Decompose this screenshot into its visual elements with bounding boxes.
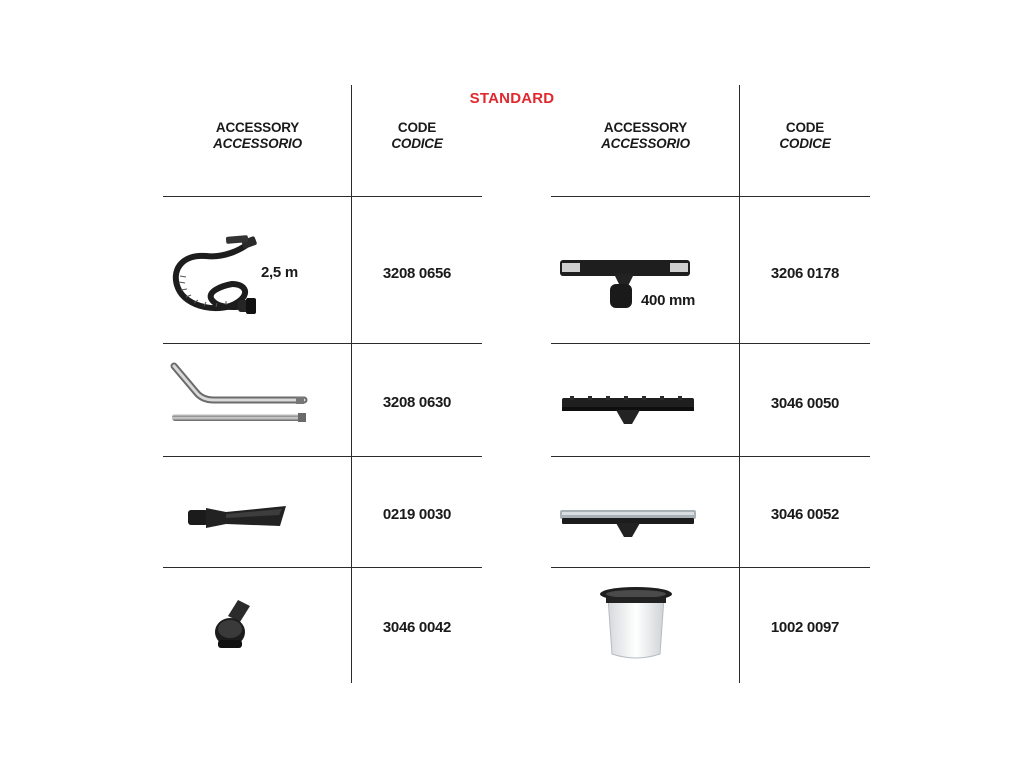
nozzle-width: 400 mm xyxy=(641,292,696,309)
header-code-en: CODE xyxy=(397,120,437,135)
hose-length: 2,5 m xyxy=(261,264,298,281)
accessory-code: 3208 0630 xyxy=(382,394,452,411)
column-divider-left xyxy=(351,85,352,683)
row-divider xyxy=(163,343,482,344)
accessory-code: 3206 0178 xyxy=(770,265,840,282)
row-divider xyxy=(551,567,870,568)
round-brush-icon xyxy=(210,596,260,652)
header-accessory-en: ACCESSORY xyxy=(603,120,688,135)
header-code-en: CODE xyxy=(785,120,825,135)
header-code-it: CODICE xyxy=(779,136,831,151)
row-divider xyxy=(551,343,870,344)
header-code-left xyxy=(352,120,482,152)
row-divider xyxy=(163,456,482,457)
row-divider xyxy=(163,196,482,197)
hose-icon xyxy=(166,226,261,321)
row-divider xyxy=(551,456,870,457)
header-code-right xyxy=(740,120,870,152)
row-divider xyxy=(551,196,870,197)
header-accessory-right xyxy=(568,120,723,152)
brush-strip-icon xyxy=(558,392,698,428)
row-divider xyxy=(163,567,482,568)
column-divider-right xyxy=(739,85,740,683)
accessory-code: 1002 0097 xyxy=(770,619,840,636)
header-accessory-en: ACCESSORY xyxy=(215,120,300,135)
header-accessory-left xyxy=(180,120,335,152)
accessory-code: 3046 0042 xyxy=(382,619,452,636)
accessory-code: 3046 0052 xyxy=(770,506,840,523)
extension-tubes-icon xyxy=(168,362,308,432)
accessory-code: 3046 0050 xyxy=(770,395,840,412)
section-title: STANDARD xyxy=(469,90,555,107)
rubber-squeegee-icon xyxy=(558,506,698,542)
accessory-code: 0219 0030 xyxy=(382,506,452,523)
filter-basket-icon xyxy=(598,584,678,662)
header-accessory-it: ACCESSORIO xyxy=(601,136,690,151)
crevice-nozzle-icon xyxy=(186,502,288,532)
header-accessory-it: ACCESSORIO xyxy=(213,136,302,151)
accessory-code: 3208 0656 xyxy=(382,265,452,282)
header-code-it: CODICE xyxy=(391,136,443,151)
